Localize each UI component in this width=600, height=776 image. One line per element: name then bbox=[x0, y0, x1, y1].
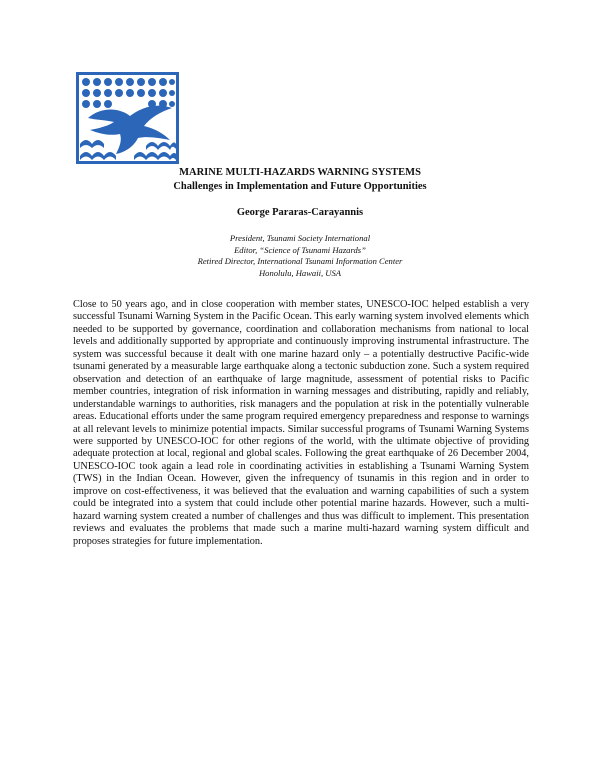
ioc-logo-icon bbox=[76, 72, 179, 164]
affiliation-line: President, Tsunami Society International bbox=[229, 233, 371, 243]
paper-title bbox=[0, 166, 600, 194]
affiliation-line: Editor, “Science of Tsunami Hazards” bbox=[234, 244, 366, 255]
paper-abstract: Close to 50 years ago, and in close cooperation with member states, UNESCO-IOC helped establish a very successful Tsunami Warning System in the Pacific Ocean. This early warning system involved elements which needed to be supported by governance, coordination and collaboration mechanisms from national to local levels and additionally supported by appropriate and continuously improving instrumental infrastructure. The system was successful because it dealt with one marine hazard only – a potentially destructive Pacific-wide tsunami generated by a measurable large earthquake along a tectonic subduction zone. Such a system required observation and detection of an earthquake of large magnitude, assessment of potential risks to Pacific member countries, integration of risk information in warning messages and distributing, rapidly and reliably, understandable warnings to authorities, risk managers and the population at risk in the potentially vulnerable areas. Educational efforts under the same program required emergency preparedness and response to warnings at all relevant levels to minimize potential impacts. Similar successful programs of Tsunami Warning Systems were supported by UNESCO-IOC for other regions of the world, with the ultimate objective of providing adequate protection at local, regional and global scales. Following the great earthquake of 26 December 2004, UNESCO-IOC took again a lead role in coordinating activities in establishing a Tsunami Warning System (TWS) in the Indian Ocean. However, given the infrequency of tsunamis in this region and in order to improve on cost-effectiveness, it was believed that the evaluation and warning capabilities of such a system could be integrated into a system that could include other potential marine hazards. However, such a multi-hazard warning system created a number of challenges and thus was difficult to implement. This presentation reviews and evaluates the problems that made such a marine multi-hazard warning system difficult and proposes strategies for future implementation. bbox=[73, 299, 529, 547]
author-affiliations bbox=[0, 233, 600, 279]
affiliation-line: Honolulu, Hawaii, USA bbox=[258, 267, 342, 278]
affiliation-line: Retired Director, International Tsunami Information Center bbox=[197, 256, 403, 266]
paper-author: George Pararas-Carayannis bbox=[236, 207, 364, 218]
paper-subtitle: Challenges in Implementation and Future Opportunities bbox=[173, 181, 427, 192]
paper-title-main: MARINE MULTI-HAZARDS WARNING SYSTEMS bbox=[179, 167, 421, 178]
